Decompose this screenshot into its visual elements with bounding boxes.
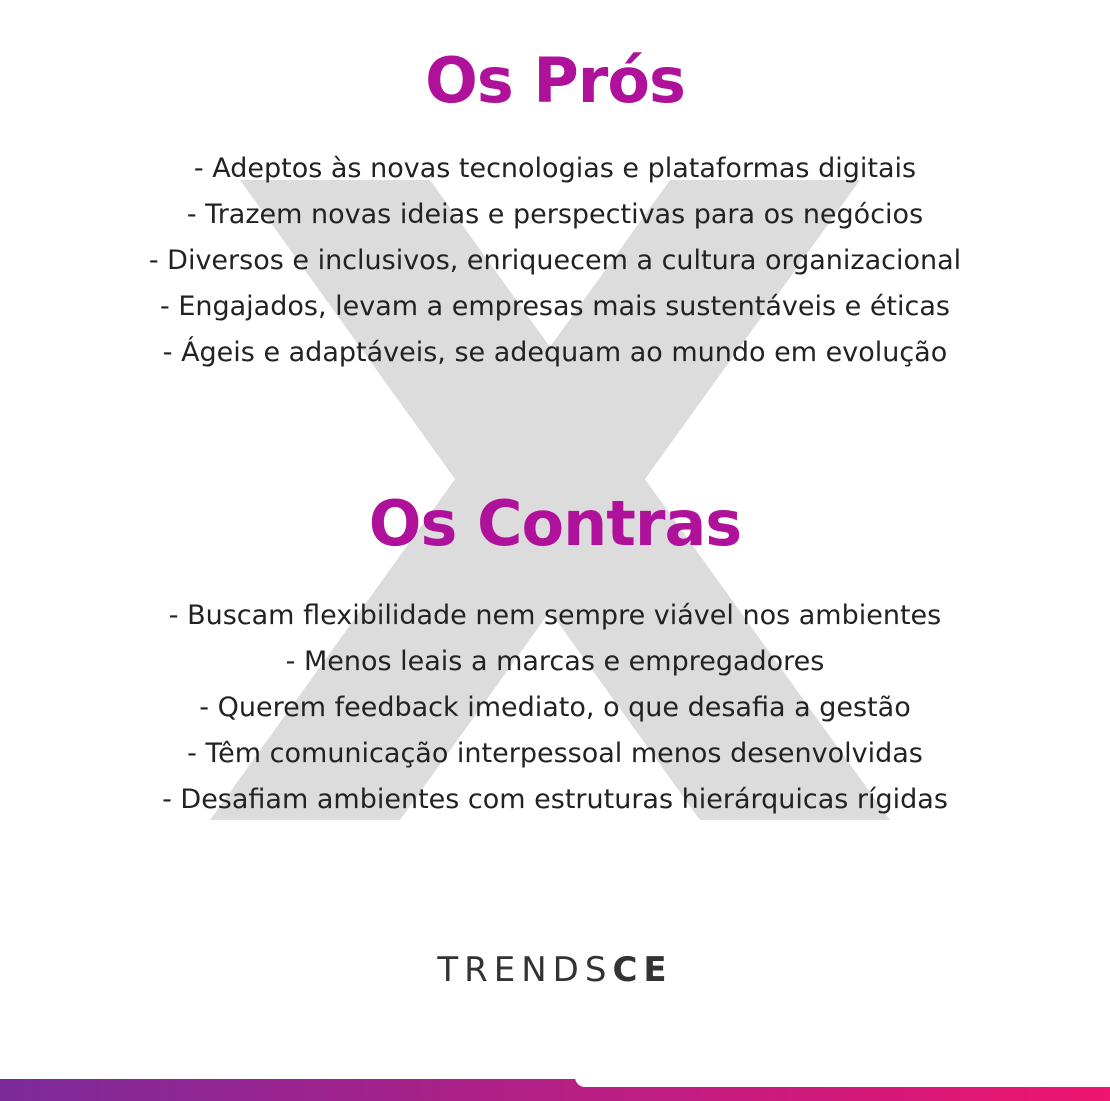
pros-item: - Trazem novas ideias e perspectivas para os negócios	[186, 199, 924, 230]
trendsce-logo	[0, 950, 1110, 990]
cons-item: - Querem feedback imediato, o que desafia a gestão	[199, 692, 911, 723]
cons-section	[0, 487, 1110, 823]
pros-item: - Ágeis e adaptáveis, se adequam ao mundo em evolução	[162, 337, 948, 368]
pros-item: - Adeptos às novas tecnologias e plataformas digitais	[193, 153, 917, 184]
pros-item: - Engajados, levam a empresas mais sustentáveis e éticas	[160, 291, 950, 322]
cons-item: - Buscam flexibilidade nem sempre viável nos ambientes	[168, 600, 942, 631]
pros-item: - Diversos e inclusivos, enriquecem a cultura organizacional	[148, 245, 962, 276]
pros-title: Os Prós	[425, 44, 685, 117]
cons-item: - Desafiam ambientes com estruturas hierárquicas rígidas	[162, 784, 948, 815]
cons-title: Os Contras	[368, 487, 742, 560]
pros-section	[0, 44, 1110, 376]
cons-item: - Menos leais a marcas e empregadores	[285, 646, 825, 677]
logo-text-ce: CE	[612, 950, 673, 990]
pros-list	[0, 146, 1110, 376]
gradient-bar-notch	[575, 1077, 1110, 1087]
cons-item: - Têm comunicação interpessoal menos desenvolvidas	[187, 738, 923, 769]
cons-list	[0, 593, 1110, 823]
logo-text-trends: TRENDS	[437, 950, 613, 990]
